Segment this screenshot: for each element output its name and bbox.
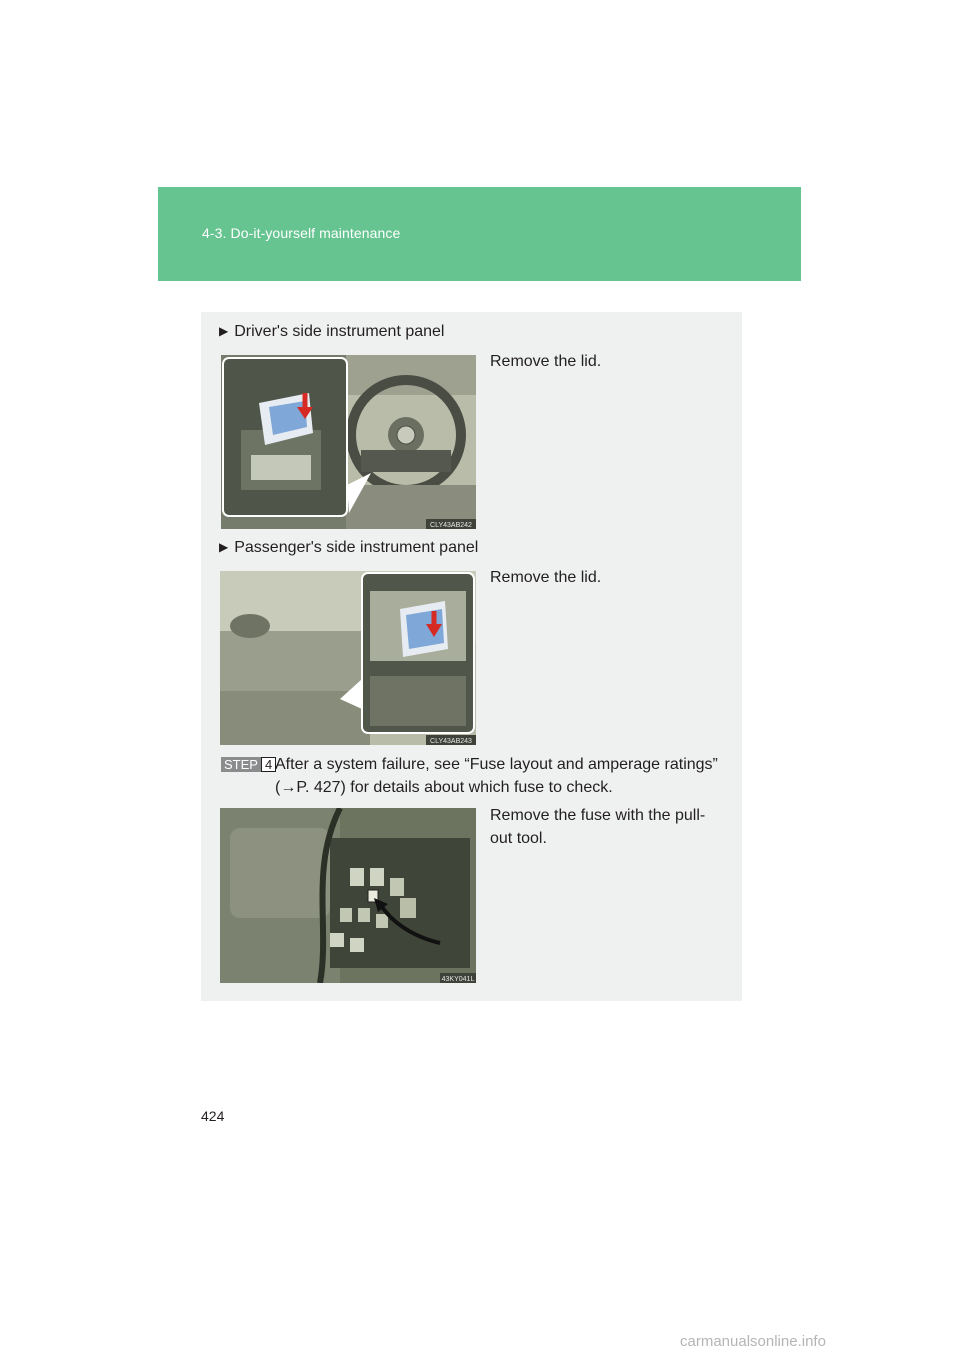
- driver-figure-code: CLY43AB242: [430, 522, 472, 529]
- step-4-text: After a system failure, see “Fuse layout and amperage ratings” (→P. 427) for details about which fuse to check.: [275, 756, 718, 796]
- page-number: 424: [201, 1108, 225, 1124]
- passenger-instruction: Remove the lid.: [490, 569, 602, 586]
- passenger-panel-photo: [220, 571, 476, 745]
- fuse-box-photo: [220, 808, 476, 983]
- section-title: 4-3. Do-it-yourself maintenance: [202, 225, 401, 241]
- passenger-side-heading: ▶ Passenger's side instrument panel: [219, 539, 479, 556]
- footer-watermark[interactable]: carmanualsonline.info: [680, 1333, 826, 1350]
- step-5-text: Remove the fuse with the pull- out tool.: [490, 807, 706, 847]
- driver-instruction: Remove the lid.: [490, 353, 602, 370]
- passenger-figure-code: CLY43AB243: [430, 738, 472, 745]
- driver-panel-photo: [221, 355, 476, 529]
- driver-side-heading: ▶ Driver's side instrument panel: [219, 323, 445, 340]
- triangle-right-icon: ▶: [219, 324, 229, 338]
- section-header-band: [158, 187, 801, 281]
- triangle-right-icon: ▶: [219, 540, 229, 554]
- fuse-figure-code: 43KY041L: [441, 976, 475, 983]
- step-4-badge: STEP 4: [221, 757, 276, 772]
